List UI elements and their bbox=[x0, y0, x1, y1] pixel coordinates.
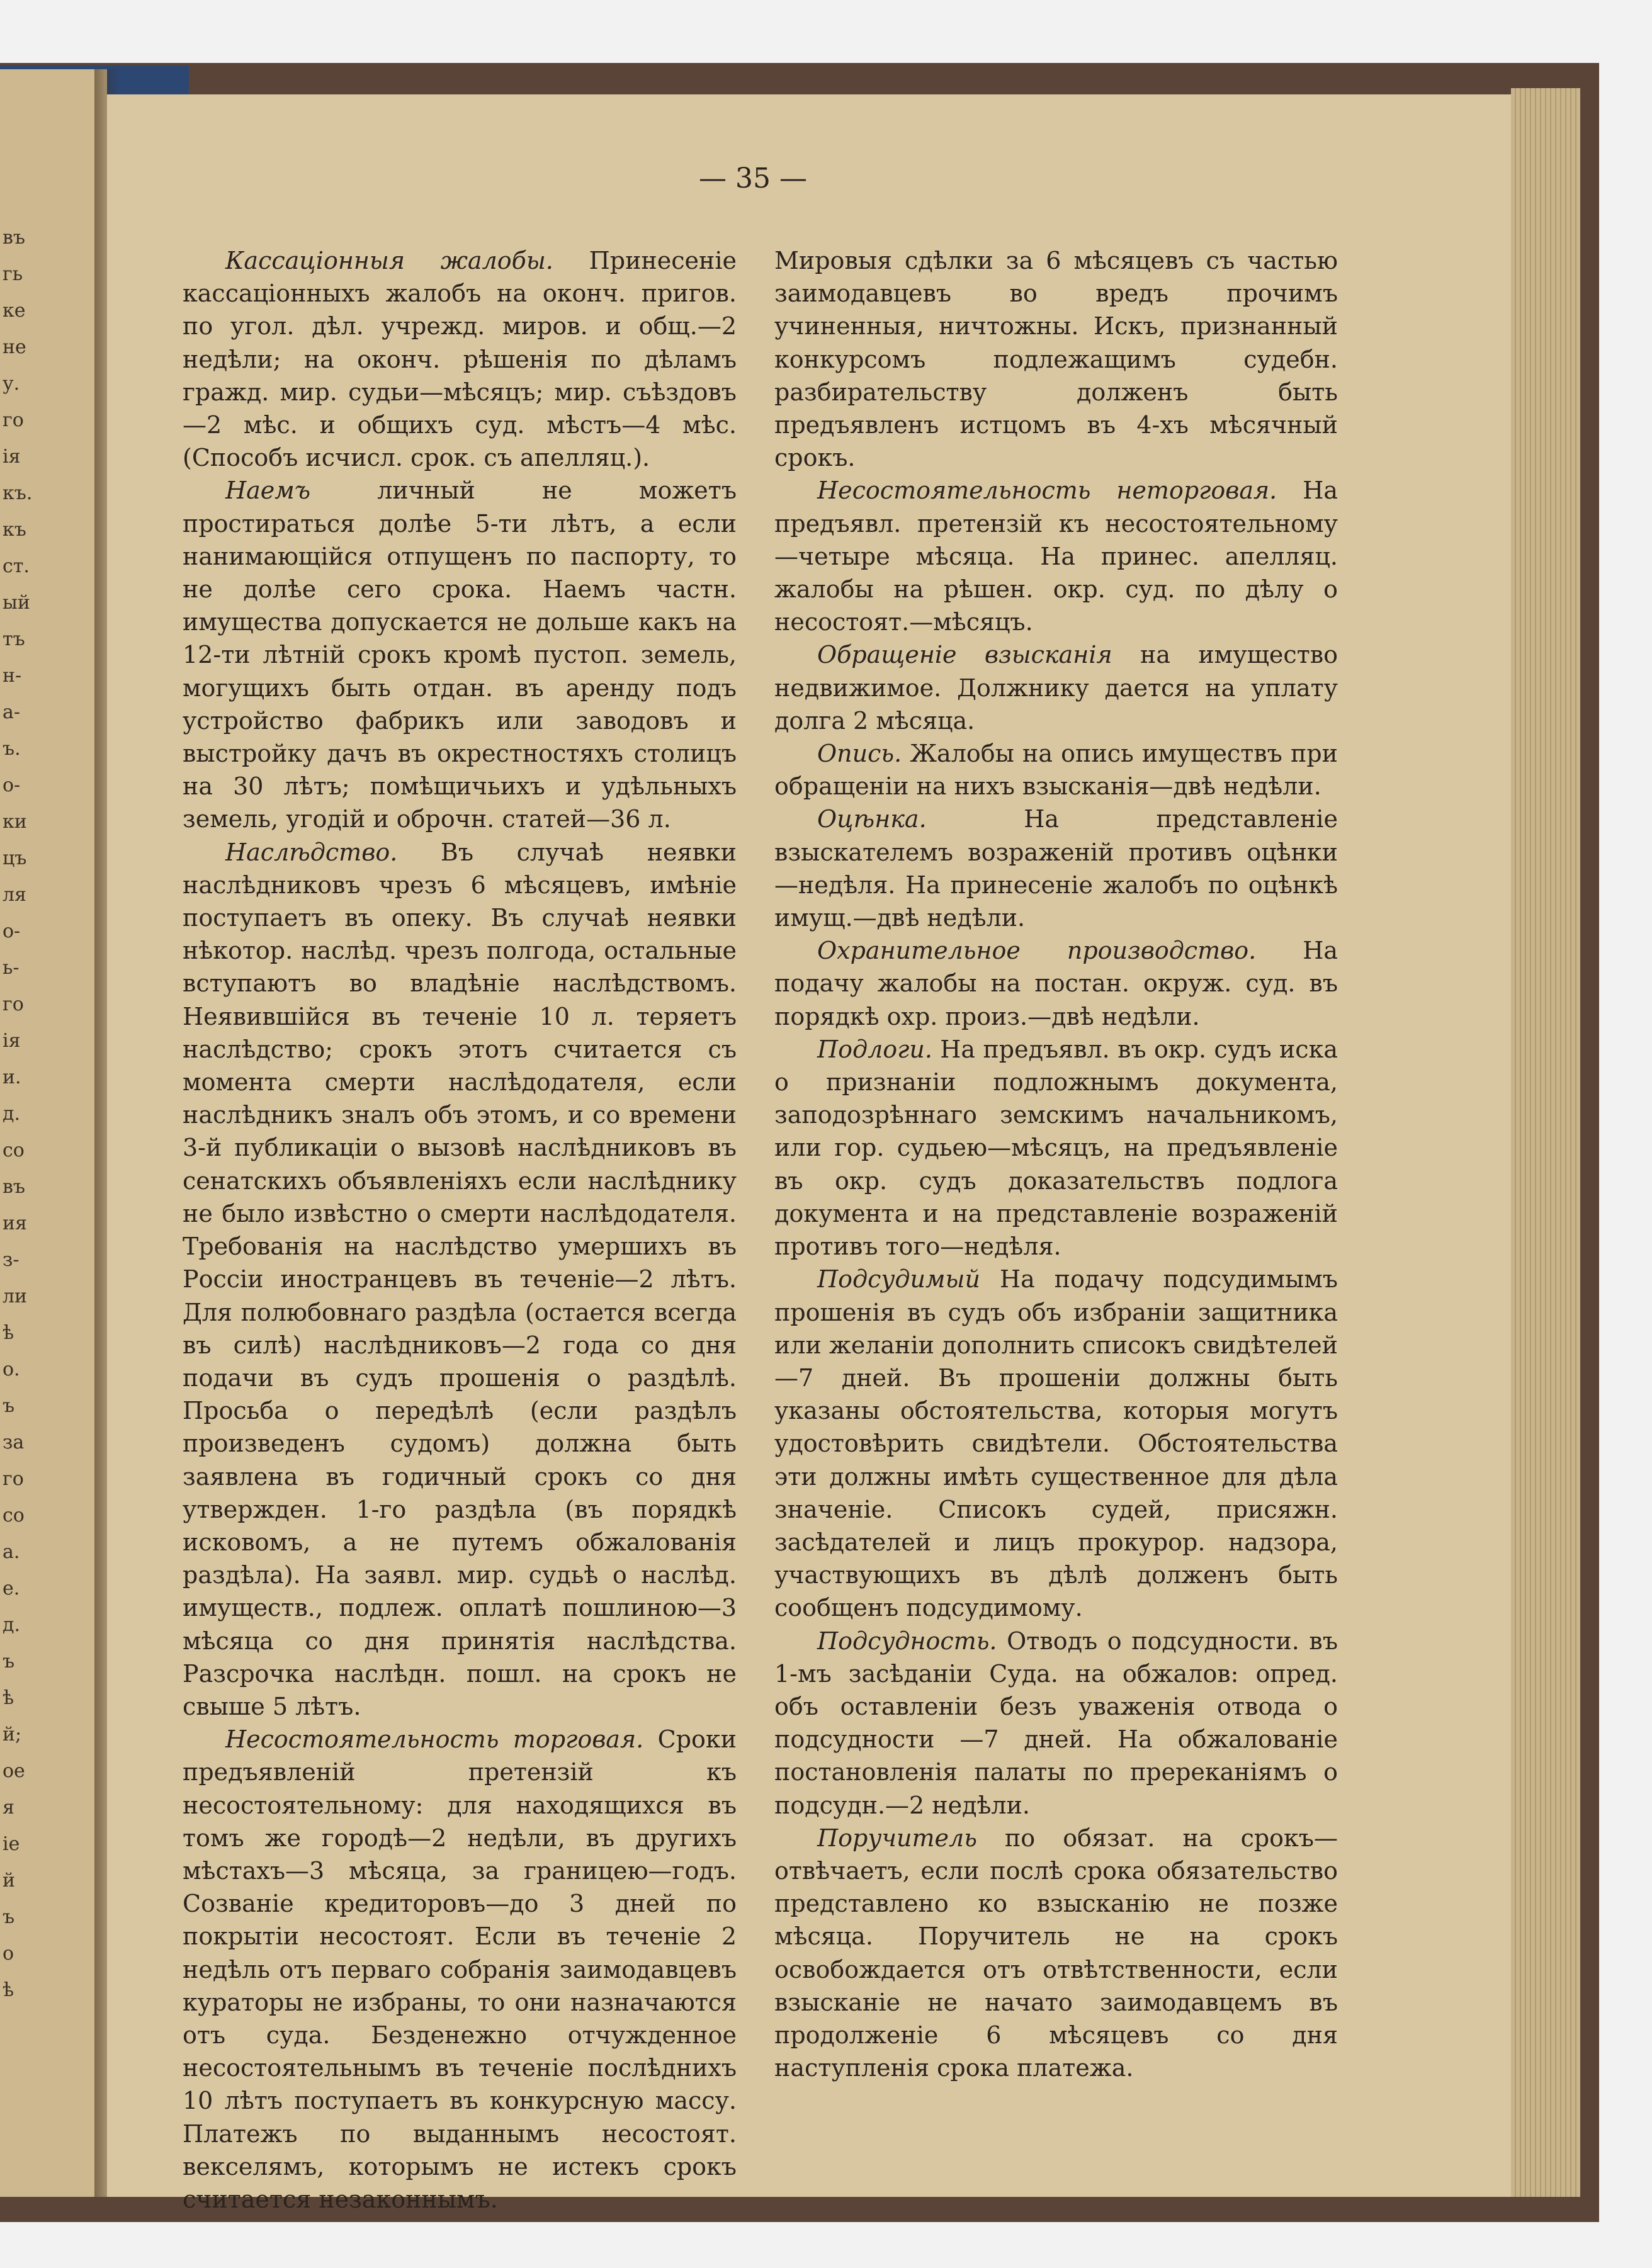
article-text: На представленіе взыскателемъ возраженій противъ оцѣнки—недѣля. На принесеніе жалобъ по оцѣнкѣ имущ.—двѣ недѣли. bbox=[774, 805, 1338, 932]
prev-page-line-end: ке bbox=[3, 300, 26, 322]
prev-page-line-end: ъ. bbox=[3, 738, 21, 760]
prev-page-line-end: цъ bbox=[3, 847, 27, 869]
prev-page-line-end: о. bbox=[3, 1358, 20, 1380]
article-heading: Обращеніе взысканія bbox=[817, 641, 1112, 669]
article-paragraph bbox=[774, 1822, 1338, 2085]
article-heading: Подсудность. bbox=[817, 1627, 997, 1655]
article-text: Сроки предъявленій претензій къ несостоятельному: для находящихся въ томъ же городѣ—2 недѣли, въ другихъ мѣстахъ—3 мѣсяца, за границею—годъ. Созваніе кредиторовъ—до 3 дней по покрытіи несостоят. Если въ теченіе 2 недѣль отъ перваго собранія заимодавцевъ кураторы не избраны, то они назначаются отъ суда. Безденежно отчужденное несостоятельнымъ въ теченіе послѣднихъ 10 лѣтъ поступаетъ въ конкурсную массу. Платежъ по выданнымъ несостоят. векселямъ, которымъ не истекъ срокъ считается незаконнымъ. bbox=[183, 1725, 737, 2213]
article-paragraph bbox=[183, 1723, 737, 2216]
prev-page-line-end: го bbox=[3, 1468, 24, 1490]
prev-page-line-end: ь- bbox=[3, 957, 20, 979]
article-heading: Несостоятельность неторговая. bbox=[817, 477, 1277, 505]
left-column bbox=[183, 244, 737, 2216]
article-paragraph bbox=[774, 244, 1338, 474]
prev-page-line-end: со bbox=[3, 1139, 25, 1161]
prev-page-line-end: ля bbox=[3, 884, 26, 906]
article-paragraph bbox=[774, 1263, 1338, 1624]
prev-page-line-end: о- bbox=[3, 774, 21, 796]
article-paragraph bbox=[774, 1033, 1338, 1263]
article-heading: Несостоятельность торговая. bbox=[225, 1725, 644, 1754]
article-heading: Опись. bbox=[817, 740, 902, 768]
article-paragraph bbox=[183, 244, 737, 474]
article-paragraph bbox=[774, 474, 1338, 638]
article-text: по обязат. на срокъ—отвѣчаетъ, если послѣ срока обязательство представлено ко взысканію не позже мѣсяца. Поручитель не на срокъ освобождается отъ отвѣтственности, если взысканіе не начато заимодавцемъ въ продолженіе 6 мѣсяцевъ со дня наступленія срока платежа. bbox=[774, 1824, 1338, 2082]
prev-page-line-end: къ. bbox=[3, 482, 33, 504]
prev-page-line-end: къ bbox=[3, 519, 26, 541]
prev-page-line-end: й bbox=[3, 1870, 15, 1892]
prev-page-line-end: й; bbox=[3, 1724, 22, 1746]
prev-page-line-end: ія bbox=[3, 1030, 21, 1052]
article-text: На предъявл. въ окр. судъ иска о признаніи подложнымъ документа, заподозрѣннаго земскимъ начальникомъ, или гор. судьею—мѣсяцъ, на предъявленіе въ окр. судъ доказательствъ подлога документа и на представленіе возраженій противъ того—недѣля. bbox=[774, 1035, 1338, 1261]
prev-page-line-end: а. bbox=[3, 1541, 20, 1563]
prev-page-line-end: го bbox=[3, 409, 24, 431]
prev-page-line-end: въ bbox=[3, 1176, 25, 1198]
article-paragraph bbox=[774, 638, 1338, 737]
article-heading: Наемъ bbox=[225, 477, 311, 505]
page-edges bbox=[1511, 88, 1580, 2197]
article-heading: Оцѣнка. bbox=[817, 805, 927, 833]
article-text: Жалобы на опись имуществъ при обращеніи на нихъ взысканія—двѣ недѣли. bbox=[774, 740, 1338, 801]
article-text: Въ случаѣ неявки наслѣдниковъ чрезъ 6 мѣсяцевъ, имѣніе поступаетъ въ опеку. Въ случаѣ неявки нѣкотор. наслѣд. чрезъ полгода, остальные вступаютъ во владѣніе наслѣдствомъ. Неявившійся въ теченіе 10 л. теряетъ наслѣдство; срокъ этотъ считается съ момента смерти наслѣдодателя, если наслѣдникъ зналъ объ этомъ, и со времени 3-й публикаціи о вызовѣ наслѣдниковъ въ сенатскихъ объявленіяхъ если наслѣднику не было извѣстно о смерти наслѣдодателя. Требованія на наслѣдство умершихъ въ Россіи иностранцевъ въ теченіе—2 лѣтъ. Для полюбовнаго раздѣла (остается всегда въ силѣ) наслѣдниковъ—2 года со дня подачи въ судъ прошенія о раздѣлѣ. Просьба о передѣлѣ (если раздѣлъ произведенъ судомъ) должна быть заявлена въ годичный срокъ со дня утвержден. 1-го раздѣла (въ порядкѣ исковомъ, а не путемъ обжалованія раздѣла). На заявл. мир. судьѣ о наслѣд. имуществ., подлеж. оплатѣ пошлиною—3 мѣсяца со дня принятія наслѣдства. Разсрочка наслѣдн. пошл. на срокъ не свыше 5 лѣтъ. bbox=[183, 838, 737, 1720]
article-text: На подачу жалобы на постан. окруж. суд. въ порядкѣ охр. произ.—двѣ недѣли. bbox=[774, 937, 1338, 1030]
prev-page-line-end: з- bbox=[3, 1249, 20, 1271]
prev-page-line-end: я bbox=[3, 1797, 14, 1819]
prev-page-line-end: е. bbox=[3, 1577, 20, 1599]
article-paragraph bbox=[183, 474, 737, 835]
prev-page-line-end: ѣ bbox=[3, 1322, 14, 1344]
prev-page-line-end: о bbox=[3, 1943, 14, 1965]
prev-page-line-end: за bbox=[3, 1431, 25, 1453]
article-text: личный не можетъ простираться долѣе 5-ти лѣтъ, а если нанимающійся отпущенъ по паспорту, то не долѣе сего срока. Наемъ частн. имущества допускается не дольше какъ на 12-ти лѣтній срокъ кромѣ пустоп. земель, могущихъ быть отдан. въ аренду подъ устройство фабрикъ или заводовъ и выстройку дачъ въ окрестностяхъ столицъ на 30 лѣтъ; помѣщичьихъ и удѣльныхъ земель, угодій и оброчн. статей—36 л. bbox=[183, 477, 737, 833]
article-text: На предъявл. претензій къ несостоятельному —четыре мѣсяца. На принес. апелляц. жалобы на рѣшен. окр. суд. по дѣлу о несостоят.—мѣсяцъ. bbox=[774, 477, 1338, 636]
prev-page-line-end: д. bbox=[3, 1614, 21, 1636]
prev-page-line-end: ъ bbox=[3, 1906, 15, 1928]
prev-page-line-end: ый bbox=[3, 592, 30, 614]
prev-page-line-end: ѣ bbox=[3, 1687, 14, 1709]
prev-page-line-end: въ bbox=[3, 227, 25, 249]
article-heading: Охранительное производство. bbox=[817, 937, 1257, 965]
prev-page-line-end: а- bbox=[3, 701, 21, 723]
prev-page-line-end: у. bbox=[3, 373, 20, 395]
prev-page-line-end: го bbox=[3, 993, 24, 1015]
article-text: на имущество недвижимое. Должнику дается на уплату долга 2 мѣсяца. bbox=[774, 641, 1338, 735]
right-column bbox=[774, 244, 1338, 2084]
article-text: Мировыя сдѣлки за 6 мѣсяцевъ съ частью заимодавцевъ во вредъ прочимъ учиненныя, ничтожны. Искъ, признанный конкурсомъ подлежащимъ судебн. разбирательству долженъ быть предъявленъ истцомъ въ 4-хъ мѣсячный срокъ. bbox=[774, 247, 1338, 472]
prev-page-line-end: гь bbox=[3, 263, 23, 285]
article-heading: Кассаціонныя жалобы. bbox=[225, 247, 553, 274]
page-number: — 35 — bbox=[699, 162, 807, 195]
article-heading: Подсудимый bbox=[817, 1265, 980, 1294]
prev-page-line-end: ли bbox=[3, 1285, 28, 1307]
article-paragraph bbox=[774, 737, 1338, 803]
prev-page-line-end: ія bbox=[3, 446, 21, 468]
prev-page-line-end: не bbox=[3, 336, 26, 358]
prev-page-line-end: и. bbox=[3, 1066, 21, 1088]
prev-page-line-end: ст. bbox=[3, 555, 30, 577]
prev-page-line-end: д. bbox=[3, 1103, 21, 1125]
previous-page-fragment bbox=[0, 69, 107, 2197]
article-paragraph bbox=[774, 803, 1338, 934]
article-text: Принесеніе кассаціонныхъ жалобъ на оконч. пригов. по угол. дѣл. учрежд. миров. и общ.—2 недѣли; на оконч. рѣшенія по дѣламъ гражд. мир. судьи—мѣсяцъ; мир. съѣздовъ —2 мѣс. и общихъ суд. мѣстъ—4 мѣс. (Способъ исчисл. срок. съ апелляц.). bbox=[183, 247, 737, 472]
article-text: На подачу подсудимымъ прошенія въ судъ объ избраніи защитника или желаніи дополнить списокъ свидѣтелей—7 дней. Въ прошеніи должны быть указаны обстоятельства, которыя могутъ удостовѣрить свидѣтели. Обстоятельства эти должны имѣть существенное для дѣла значеніе. Списокъ судей, присяжн. засѣдателей и лицъ прокурор. надзора, участвующихъ въ дѣлѣ долженъ быть сообщенъ подсудимому. bbox=[774, 1265, 1338, 1622]
article-paragraph bbox=[183, 836, 737, 1723]
prev-page-line-end: тъ bbox=[3, 628, 25, 650]
prev-page-line-end: іе bbox=[3, 1833, 20, 1855]
article-text: Отводъ о подсудности. въ 1-мъ засѣданіи Суда. на обжалов: опред. объ оставленіи безъ уваженія отвода о подсудности —7 дней. На обжалованіе постановленія палаты по пререканіямъ о подсудн.—2 недѣли. bbox=[774, 1627, 1338, 1819]
article-heading: Подлоги. bbox=[817, 1035, 932, 1063]
article-heading: Поручитель bbox=[817, 1824, 977, 1852]
prev-page-line-end: ое bbox=[3, 1760, 25, 1782]
prev-page-line-end: н- bbox=[3, 665, 22, 687]
article-paragraph bbox=[774, 934, 1338, 1033]
prev-page-line-end: ъ bbox=[3, 1395, 15, 1417]
prev-page-line-end: ки bbox=[3, 811, 27, 833]
prev-page-line-end: ия bbox=[3, 1212, 27, 1234]
prev-page-line-end: о- bbox=[3, 920, 21, 942]
prev-page-line-end: ъ bbox=[3, 1650, 15, 1673]
prev-page-line-end: ѣ bbox=[3, 1979, 14, 2001]
article-paragraph bbox=[774, 1625, 1338, 1822]
prev-page-line-end: со bbox=[3, 1504, 25, 1526]
article-heading: Наслѣдство. bbox=[225, 838, 398, 866]
